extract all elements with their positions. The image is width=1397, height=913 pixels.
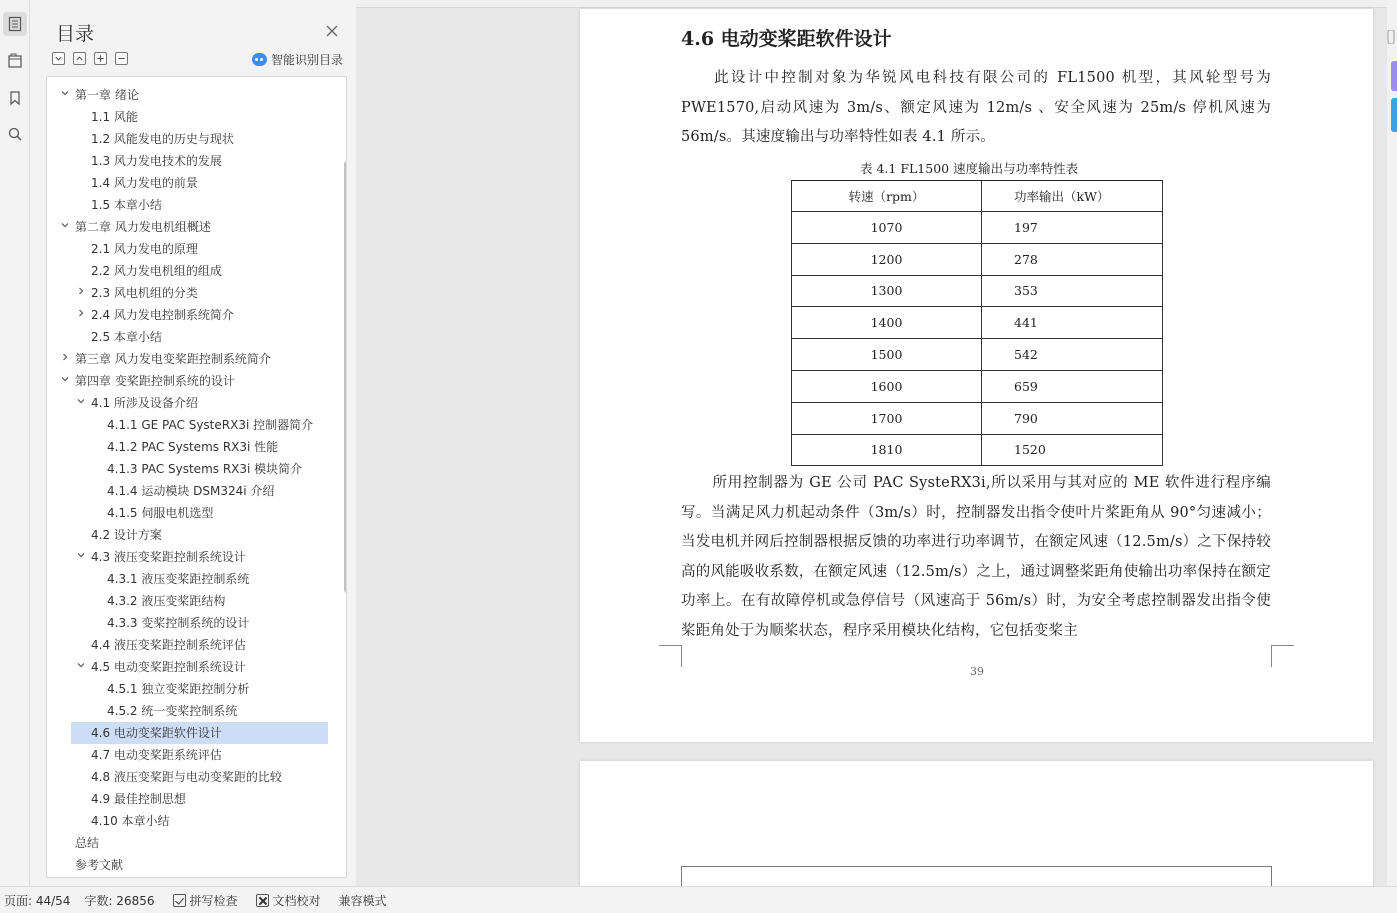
speed-cell: 1300 [792, 275, 982, 307]
word-count[interactable] [84, 892, 154, 909]
page-counter-label: 页面: 44/54 [4, 893, 71, 908]
margin-mark [681, 645, 682, 667]
toc-item-label: 4.9 最佳控制思想 [91, 792, 186, 806]
compat-mode [339, 892, 387, 909]
margin-mark [659, 645, 681, 646]
power-cell: 542 [982, 339, 1163, 371]
speed-cell: 1600 [792, 370, 982, 402]
toc-item[interactable] [47, 326, 332, 348]
toc-item-label: 第一章 绪论 [75, 88, 139, 102]
table-row [792, 275, 1163, 307]
smart-toc-button[interactable] [252, 51, 343, 68]
spell-check-label: 拼写检查 [189, 893, 238, 908]
margin-mark [1271, 866, 1272, 886]
document-area [356, 0, 1387, 886]
toc-list [47, 84, 332, 876]
table-header-power: 功率输出（kW） [982, 181, 1163, 212]
toc-item[interactable] [47, 106, 332, 128]
add-heading-button[interactable] [94, 52, 107, 65]
search-icon[interactable] [3, 122, 27, 146]
navigation-icon[interactable] [3, 49, 27, 73]
speed-power-table [791, 180, 1163, 466]
toc-item[interactable] [47, 480, 332, 502]
table-row [792, 370, 1163, 402]
toc-panel-icon[interactable] [3, 12, 27, 36]
paragraph-1-text: 此设计中控制对象为华锐风电科技有限公司的 FL1500 机型，其风轮型号为 PWE1570,启动风速为 3m/s、额定风速为 12m/s 、安全风速为 25m/s 停机风速为 56m/s。其速度输出与功率特性如表 4.1 所示。 [681, 70, 1271, 145]
toc-item[interactable] [47, 128, 332, 150]
toc-item[interactable] [47, 832, 332, 854]
toc-item[interactable] [47, 788, 332, 810]
toc-item-label: 4.6 电动变桨距软件设计 [91, 726, 222, 740]
toc-item[interactable] [47, 744, 332, 766]
plus-icon [96, 54, 105, 63]
document-scrollbar[interactable] [1387, 0, 1397, 886]
remove-heading-button[interactable] [115, 52, 128, 65]
table-row [792, 212, 1163, 244]
speed-cell: 1070 [792, 212, 982, 244]
page-top-strip [356, 0, 1387, 8]
toc-item[interactable] [47, 414, 332, 436]
toc-item[interactable] [47, 436, 332, 458]
doc-check-label: 文档校对 [272, 893, 321, 908]
close-icon[interactable] [325, 24, 339, 38]
ai-bot-icon [252, 53, 267, 66]
toc-item[interactable] [47, 766, 332, 788]
toc-item-label: 4.1.4 运动模块 DSM324i 介绍 [107, 484, 275, 498]
toc-item-label: 2.1 风力发电的原理 [91, 242, 198, 256]
toc-item[interactable] [47, 282, 332, 304]
chevron-right-icon[interactable] [59, 348, 71, 370]
toc-item-label: 1.4 风力发电的前景 [91, 176, 198, 190]
toc-item-label: 2.3 风电机组的分类 [91, 286, 198, 300]
power-cell: 197 [982, 212, 1163, 244]
toc-item-label: 4.1.1 GE PAC SysteRX3i 控制器简介 [107, 418, 314, 432]
toc-item-label: 第二章 风力发电机组概述 [75, 220, 211, 234]
paragraph-1 [681, 64, 1271, 153]
table-row [792, 307, 1163, 339]
toc-item-label: 2.2 风力发电机组的组成 [91, 264, 222, 278]
toc-item-label: 4.3 液压变桨距控制系统设计 [91, 550, 246, 564]
table-row [792, 243, 1163, 275]
compat-mode-label: 兼容模式 [338, 893, 387, 908]
side-tab-blue[interactable] [1391, 98, 1397, 132]
toc-item-label: 1.5 本章小结 [91, 198, 162, 212]
chevron-down-icon[interactable] [59, 370, 71, 392]
speed-cell: 1400 [792, 307, 982, 339]
spell-check-button[interactable] [173, 892, 238, 909]
power-cell: 278 [982, 243, 1163, 275]
toc-item[interactable] [47, 568, 332, 590]
speed-cell: 1700 [792, 402, 982, 434]
toc-panel [30, 0, 356, 886]
toc-scrollbar[interactable] [344, 161, 347, 593]
toc-item[interactable] [47, 392, 332, 414]
speed-cell: 1200 [792, 243, 982, 275]
power-cell: 790 [982, 402, 1163, 434]
chevron-down-icon[interactable] [75, 546, 87, 568]
toc-item[interactable] [47, 634, 332, 656]
power-cell: 659 [982, 370, 1163, 402]
toc-item[interactable] [47, 678, 332, 700]
page-counter[interactable] [4, 892, 70, 909]
speed-cell: 1810 [792, 434, 982, 466]
toc-item-label: 4.1 所涉及设备介绍 [91, 396, 198, 410]
next-page [580, 761, 1373, 886]
chevron-right-icon[interactable] [75, 304, 87, 326]
table-caption: 表 4.1 FL1500 速度输出与功率特性表 [860, 161, 1079, 176]
paragraph-2 [681, 469, 1271, 646]
toc-item-label: 1.3 风力发电技术的发展 [91, 154, 222, 168]
chevron-right-icon[interactable] [75, 282, 87, 304]
margin-mark [1272, 645, 1294, 646]
toc-item-label: 4.1.2 PAC Systems RX3i 性能 [107, 440, 279, 454]
toc-item-label: 第三章 风力发电变桨距控制系统简介 [75, 352, 271, 366]
toc-item-label: 4.4 液压变桨距控制系统评估 [91, 638, 246, 652]
toc-item-label: 4.7 电动变桨距系统评估 [91, 748, 222, 762]
toc-tree [46, 76, 347, 878]
toc-item[interactable] [47, 238, 332, 260]
toc-item[interactable] [47, 458, 332, 480]
toc-item-label: 4.5.2 统一变桨控制系统 [107, 704, 238, 718]
document-page [580, 9, 1373, 742]
toc-item[interactable] [47, 84, 332, 106]
collapse-down-button[interactable] [52, 52, 65, 65]
toc-item[interactable] [47, 524, 332, 546]
toc-item-label: 4.8 液压变桨距与电动变桨距的比较 [91, 770, 282, 784]
chevron-down-icon[interactable] [59, 216, 71, 238]
toc-item[interactable] [47, 304, 332, 326]
toc-item-label: 第四章 变桨距控制系统的设计 [75, 374, 235, 388]
toc-item-label: 4.3.1 液压变桨距控制系统 [107, 572, 250, 586]
toc-item-label: 参考文献 [75, 858, 124, 872]
toc-item[interactable] [47, 810, 332, 832]
side-tab-purple[interactable] [1391, 61, 1397, 91]
table-header-speed: 转速（rpm） [792, 181, 982, 212]
chevron-down-icon[interactable] [75, 656, 87, 678]
status-bar [0, 886, 1397, 913]
power-cell: 441 [982, 307, 1163, 339]
chevron-down-icon [54, 54, 63, 63]
toc-item[interactable] [71, 722, 328, 744]
close-box-icon [256, 894, 269, 907]
chevron-down-icon[interactable] [75, 392, 87, 414]
toc-item[interactable] [47, 150, 332, 172]
chevron-up-icon [75, 54, 84, 63]
paragraph-2-text: 所用控制器为 GE 公司 PAC SysteRX3i,所以采用与其对应的 ME 软件进行程序编写。当满足风力机起动条件（3m/s）时，控制器发出指令使叶片桨距角从 90°匀速减小；当发电机并网后控制器根据反馈的功率进行功率调节，在额定风速（12.5m/s）之下保持较高的风能吸收系数，在额定风速（12.5m/s）之上，通过调整桨距角使输出功率保持在额定功率上。在有故障停机或急停信号（风速高于 56m/s）时，为安全考虑控制器发出指令使桨距角处于为顺桨状态，程序采用模块化结构，它包括变桨主 [681, 475, 1271, 639]
table-row [792, 339, 1163, 371]
toc-toolbar [52, 52, 128, 65]
toc-item-label: 4.5 电动变桨距控制系统设计 [91, 660, 246, 674]
toc-item[interactable] [47, 700, 332, 722]
toc-item[interactable] [47, 656, 332, 678]
bookmark-icon[interactable] [3, 86, 27, 110]
toc-item-label: 1.2 风能发电的历史与现状 [91, 132, 234, 146]
toc-item[interactable] [47, 172, 332, 194]
toc-item[interactable] [47, 216, 332, 238]
scroll-handle-icon[interactable] [1387, 30, 1395, 44]
chevron-down-icon[interactable] [59, 84, 71, 106]
toc-item-label: 4.2 设计方案 [91, 528, 162, 542]
toc-item[interactable] [47, 194, 332, 216]
power-cell: 1520 [982, 434, 1163, 466]
toc-item-label: 4.3.3 变桨控制系统的设计 [107, 616, 250, 630]
checkbox-icon [173, 894, 186, 907]
page-number: 39 [970, 665, 984, 678]
smart-toc-label: 智能识别目录 [271, 53, 344, 67]
left-icon-rail [0, 0, 30, 886]
toc-item[interactable] [47, 854, 332, 876]
section-title: 4.6 电动变桨距软件设计 [681, 28, 892, 50]
table-row [792, 402, 1163, 434]
toc-item[interactable] [47, 260, 332, 282]
word-count-label: 字数: 26856 [84, 893, 155, 908]
toc-item-label: 4.5.1 独立变桨距控制分析 [107, 682, 250, 696]
margin-mark [1271, 645, 1272, 667]
toc-item[interactable] [47, 348, 332, 370]
toc-item[interactable] [47, 612, 332, 634]
toc-item-label: 4.3.2 液压变桨距结构 [107, 594, 226, 608]
toc-item[interactable] [47, 502, 332, 524]
toc-item-label: 4.1.3 PAC Systems RX3i 模块简介 [107, 462, 303, 476]
expand-up-button[interactable] [73, 52, 86, 65]
toc-item[interactable] [47, 546, 332, 568]
doc-check-button[interactable] [256, 892, 321, 909]
margin-mark [681, 866, 682, 886]
toc-item-label: 2.5 本章小结 [91, 330, 162, 344]
toc-item-label: 4.1.5 伺服电机选型 [107, 506, 214, 520]
toc-item-label: 4.10 本章小结 [91, 814, 170, 828]
minus-icon [117, 54, 126, 63]
toc-title: 目录 [56, 23, 95, 45]
page-header-line [681, 866, 1271, 867]
speed-cell: 1500 [792, 339, 982, 371]
toc-item-label: 总结 [75, 836, 100, 850]
table-row [792, 434, 1163, 466]
toc-item[interactable] [47, 370, 332, 392]
toc-item-label: 1.1 风能 [91, 110, 138, 124]
toc-item[interactable] [47, 590, 332, 612]
toc-item-label: 2.4 风力发电控制系统简介 [91, 308, 234, 322]
power-cell: 353 [982, 275, 1163, 307]
